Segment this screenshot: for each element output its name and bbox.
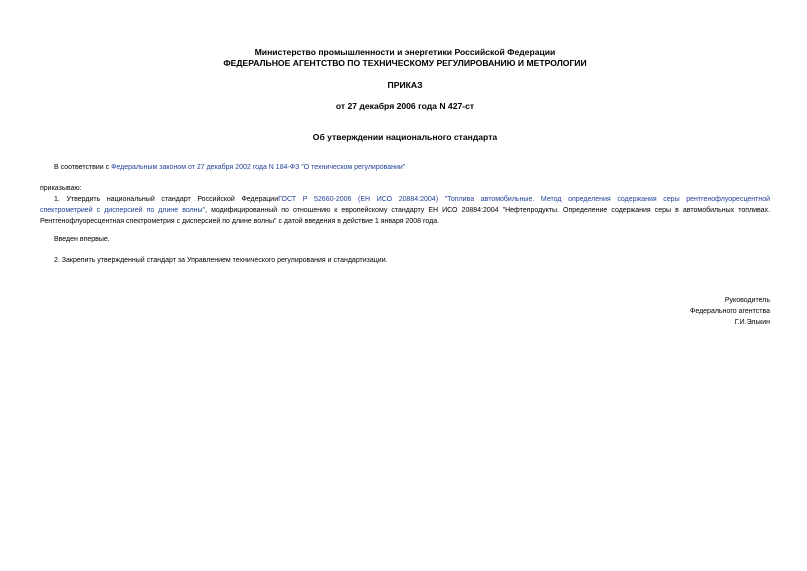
- agency-heading: ФЕДЕРАЛЬНОЕ АГЕНТСТВО ПО ТЕХНИЧЕСКОМУ РЕГУЛИРОВАНИЮ И МЕТРОЛОГИИ: [223, 58, 587, 68]
- federal-law-link[interactable]: Федеральным законом от 27 декабря 2002 года N 184-ФЗ "О техническом регулировании": [111, 164, 406, 171]
- item1-line2-rest: , модифицированный по отношению к европейскому стандарту ЕН ИСО 20884:2004 "Нефтепродукты. Определение содержания серы в автомобильных топливах.: [205, 207, 770, 214]
- signature-name: Г.И.Элькин: [734, 319, 770, 326]
- item2-paragraph: 2. Закрепить утвержденный стандарт за Управлением технического регулирования и стандартизации.: [54, 257, 388, 264]
- intro-prefix: В соответствии с: [54, 164, 112, 171]
- doc-type-heading: ПРИКАЗ: [387, 80, 423, 90]
- item1-line1: [40, 194, 770, 205]
- document-page: [40, 0, 770, 571]
- signature-title: Руководитель: [724, 297, 770, 304]
- item1-line2: [40, 205, 770, 216]
- signature-org: Федерального агентства: [690, 308, 770, 315]
- introduced-first: Введен впервые.: [54, 236, 110, 243]
- intro-paragraph: [54, 162, 405, 173]
- subject-heading: Об утверждении национального стандарта: [312, 132, 498, 142]
- ministry-heading: Министерство промышленности и энергетики Российской Федерации: [254, 47, 556, 57]
- item1-line3: Рентгенофлуоресцентная спектрометрия с дисперсией по длине волны" с датой введения в действие 1 января 2008 года.: [40, 218, 440, 225]
- order-word: приказываю:: [40, 185, 82, 192]
- gost-link[interactable]: ГОСТ Р 52660-2006 (ЕН ИСО 20884:2004) "Топлива автомобильные. Метод определения содержания серы рентгенофлуоресцентной: [278, 196, 771, 203]
- date-number-heading: от 27 декабря 2006 года N 427-ст: [335, 101, 475, 111]
- item1-prefix: 1. Утвердить национальный стандарт Российской Федерации: [54, 196, 279, 203]
- item1-paragraph: [40, 194, 770, 227]
- gost-link-cont[interactable]: спектрометрией с дисперсией по длине волны": [40, 207, 206, 214]
